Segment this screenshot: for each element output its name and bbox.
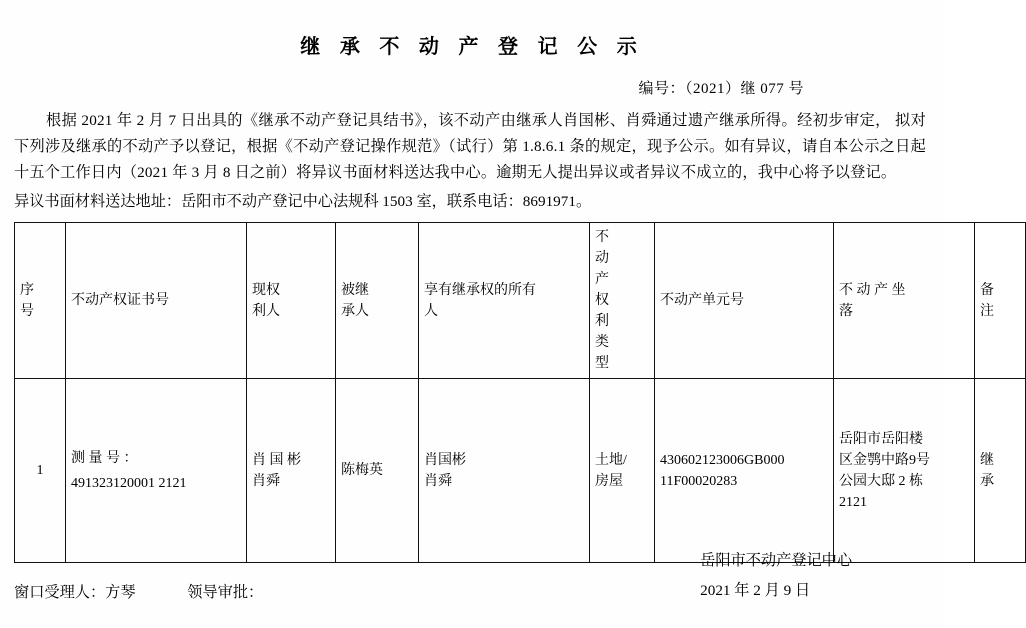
notice-paragraph: 根据 2021 年 2 月 7 日出具的《继承不动产登记具结书》，该不动产由继承人肖国彬、肖舜通过遗产继承所得。经初步审定， 拟对下列涉及继承的不动产予以登记，根据《不动产登记操作规范》（试行）第 1.8.6.1 条的规定，现予公示。如有异议，请自本公示之日起十五个工作日内（2021 年 3 月 8 日之前）将异议书面材料送达我中心。逾期无人提出异议或者异议不成立的，我中心将予以登记。 [14, 112, 926, 181]
header-seq: 序 号 [15, 223, 66, 379]
cell-property-unit-number: 430602123006GB000 11F00020283 [655, 379, 834, 563]
header-heirs: 享有继承权的所有 人 [419, 223, 590, 379]
delivery-address-line: 异议书面材料送达地址：岳阳市不动产登记中心法规科 1503 室，联系电话：8691971。 [14, 193, 592, 210]
cell-remark: 继 承 [975, 379, 1026, 563]
header-certificate-number: 不动产权证书号 [66, 223, 247, 379]
header-current-owner: 现权 利人 [247, 223, 336, 379]
cell-property-location: 岳阳市岳阳楼 区金鹗中路9号 公园大邸 2 栋 2121 [834, 379, 975, 563]
header-decedent: 被继 承人 [336, 223, 419, 379]
issuing-authority: 岳阳市不动产登记中心 [700, 552, 852, 569]
header-property-right-type: 不 动 产 权 利 类 型 [590, 223, 655, 379]
document-number: 编号：（2021）继 077 号 [638, 81, 804, 97]
header-property-unit-number: 不动产单元号 [655, 223, 834, 379]
window-clerk-label: 窗口受理人：方琴 [14, 584, 136, 601]
issue-date: 2021 年 2 月 9 日 [700, 582, 811, 599]
document-footer [0, 530, 944, 610]
notice-body [0, 108, 944, 186]
header-property-location: 不 动 产 坐 落 [834, 223, 975, 379]
footer-left-block [14, 581, 263, 602]
cell-seq: 1 [15, 379, 66, 563]
page-title: 继 承 不 动 产 登 记 公 示 [300, 36, 644, 58]
cell-heirs: 肖国彬 肖舜 [419, 379, 590, 563]
footer-right-block [700, 546, 852, 606]
cell-certificate-number: 测 量 号 ： 491323120001 2121 [66, 379, 247, 563]
registration-table [14, 222, 1026, 563]
cell-property-right-type: 土地/ 房屋 [590, 379, 655, 563]
cell-decedent: 陈梅英 [336, 379, 419, 563]
table-header-row [15, 223, 1026, 379]
cell-current-owner: 肖 国 彬 肖舜 [247, 379, 336, 563]
header-remark: 备 注 [975, 223, 1026, 379]
approval-label: 领导审批： [187, 584, 264, 601]
